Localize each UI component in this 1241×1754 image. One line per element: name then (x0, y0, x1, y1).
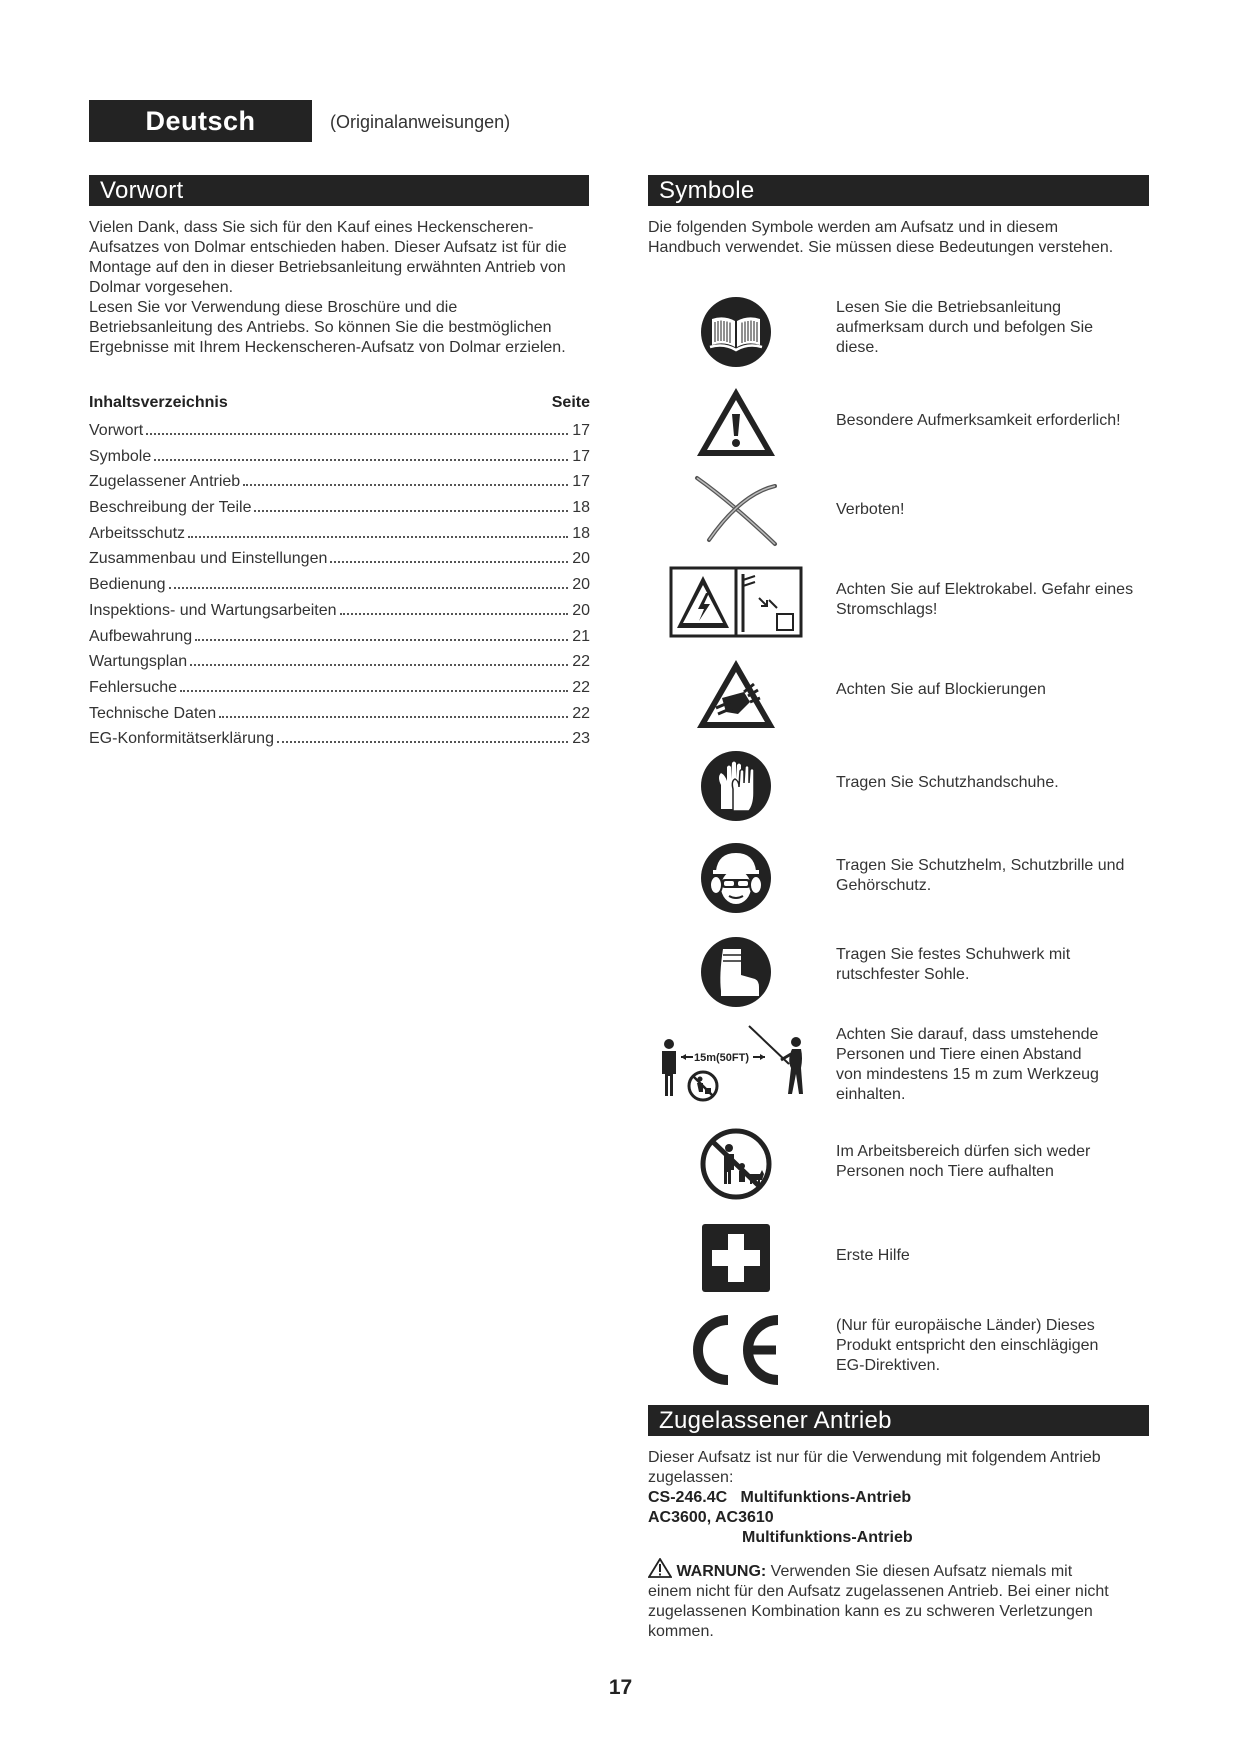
boots-icon (648, 932, 823, 1012)
section-title-symbole: Symbole (648, 175, 1149, 206)
toc-page-heading: Seite (551, 394, 590, 411)
page-number: 17 (608, 1676, 633, 1699)
symbol-row: Tragen Sie Schutzhelm, Schutzbrille und Gehörschutz. (648, 838, 1148, 918)
symbol-row: Achten Sie auf Elektrokabel. Gefahr eines Stromschlags! (648, 562, 1148, 642)
toc-heading: Inhaltsverzeichnis (89, 394, 228, 411)
symbol-row: Lesen Sie die Betriebsanleitung aufmerksam durch und befolgen Sie diese. (648, 292, 1148, 372)
toc-entry[interactable]: Vorwort 17 (89, 422, 590, 439)
antrieb-text: Dieser Aufsatz ist nur für die Verwendung mit folgendem Antrieb zugelassen: CS-246.4C Multifunktions-Antrieb AC3600, AC3610 Multifunktions-Antrieb WARNUNG: Verwenden Sie diesen Aufsatz niemals mit einem nicht für den Aufsatz zugelassenen Antrieb. Bei einer nicht zugelassenen Kombination kann es zu schweren Verletzungen kommen. (648, 1448, 1153, 1642)
distance-label: 15m(50FT) (694, 1052, 750, 1064)
model-2-description: Multifunktions-Antrieb (742, 1529, 913, 1546)
symbole-intro: Die folgenden Symbole werden am Aufsatz und in diesem Handbuch verwendet. Sie müssen diese Bedeutungen verstehen. (648, 219, 1114, 256)
table-of-contents (89, 394, 590, 756)
toc-entry[interactable]: Aufbewahrung 21 (89, 627, 590, 645)
toc-entry[interactable]: Symbole 17 (89, 447, 590, 465)
symbol-row: 15m(50FT) Achten Sie darauf, dass umstehende Personen und Tiere einen Abstand von mindestens 15 m zum Werkzeug einhalten. (648, 1022, 1148, 1118)
original-instructions-note: (Originalanweisungen) (330, 112, 511, 132)
toc-entry[interactable]: Fehlersuche 22 (89, 678, 590, 696)
section-title-vorwort: Vorwort (89, 175, 589, 206)
warning-label: WARNUNG: (676, 1563, 767, 1580)
symbol-row: Tragen Sie festes Schuhwerk mit rutschfester Sohle. (648, 932, 1148, 1012)
ce-mark-icon (648, 1310, 823, 1390)
read-manual-icon (648, 292, 823, 372)
toc-entry[interactable]: Zugelassener Antrieb 17 (89, 473, 590, 491)
symbol-row: Erste Hilfe (648, 1218, 1148, 1298)
toc-entry[interactable]: Arbeitsschutz 18 (89, 524, 590, 542)
distance-15m-icon (647, 1022, 827, 1118)
language-label: Deutsch (89, 100, 312, 142)
toc-entry[interactable]: Zusammenbau und Einstellungen 20 (89, 550, 590, 568)
symbol-row: (Nur für europäische Länder) Dieses Produkt entspricht den einschlägigen EG-Direktiven. (648, 1310, 1148, 1390)
toc-entry[interactable]: EG-Konformitätserklärung 23 (89, 730, 590, 748)
symbol-row: Im Arbeitsbereich dürfen sich weder Personen noch Tiere aufhalten (648, 1124, 1148, 1204)
section-title-zugelassener-antrieb: Zugelassener Antrieb (648, 1405, 1149, 1436)
first-aid-icon (648, 1218, 823, 1298)
model-2: AC3600, AC3610 (648, 1509, 774, 1526)
toc-entry[interactable]: Inspektions- und Wartungsarbeiten 20 (89, 601, 590, 619)
gloves-icon (648, 746, 823, 826)
helmet-goggles-ear-icon (648, 838, 823, 918)
warning-small-icon (648, 1563, 676, 1580)
model-1: CS-246.4C (648, 1489, 728, 1506)
no-persons-animals-icon (648, 1124, 823, 1204)
symbol-row: Verboten! (648, 470, 1148, 550)
blockage-icon (648, 654, 823, 734)
model-1-description: Multifunktions-Antrieb (740, 1489, 912, 1506)
electric-cable-icon (648, 562, 823, 642)
prohibited-icon (648, 470, 823, 550)
warning-icon (648, 382, 823, 462)
toc-entry[interactable]: Bedienung 20 (89, 576, 590, 594)
toc-entry[interactable]: Wartungsplan 22 (89, 653, 590, 671)
toc-entry[interactable]: Technische Daten 22 (89, 704, 590, 722)
symbol-row: Besondere Aufmerksamkeit erforderlich! (648, 382, 1148, 462)
vorwort-text: Vielen Dank, dass Sie sich für den Kauf eines Heckenscheren- Aufsatzes von Dolmar entschieden haben. Dieser Aufsatz ist für die Montage auf den in dieser Betriebsanleitung erwähnten Antrieb von Dolmar vorgesehen. Lesen Sie vor Verwendung diese Broschüre und die Betriebsanleitung des Antriebs. So können Sie die bestmöglichen Ergebnisse mit Ihrem Heckenscheren-Aufsatz von Dolmar erzielen. (89, 219, 567, 356)
symbol-row: Tragen Sie Schutzhandschuhe. (648, 746, 1148, 826)
toc-entry[interactable]: Beschreibung der Teile 18 (89, 499, 590, 517)
symbol-row: Achten Sie auf Blockierungen (648, 654, 1148, 734)
